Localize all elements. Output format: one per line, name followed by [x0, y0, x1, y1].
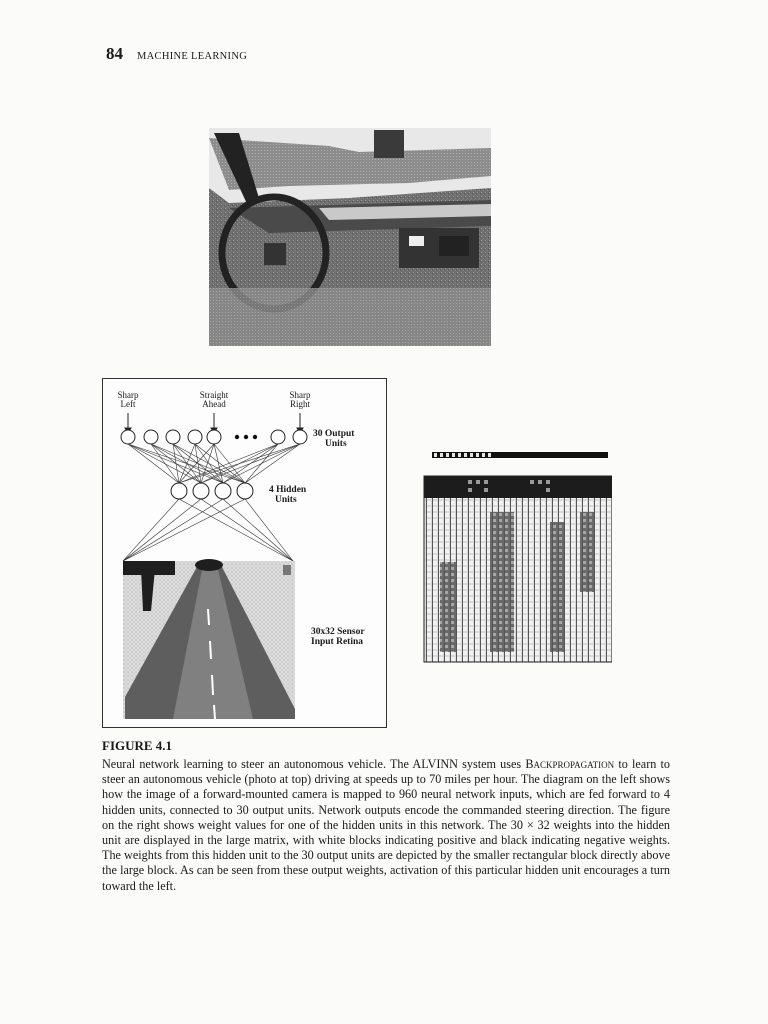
- page-number: 84: [106, 44, 123, 63]
- output-unit: [188, 430, 202, 444]
- hidden-unit: [237, 483, 253, 499]
- output-unit: [144, 430, 158, 444]
- running-head: MACHINE LEARNING: [137, 51, 248, 62]
- straight-ahead-label: Straight Ahead: [199, 390, 229, 409]
- algorithm-name: Backpropagation: [525, 757, 615, 771]
- figure-caption: [102, 738, 670, 894]
- hidden-unit: [215, 483, 231, 499]
- output-unit: [166, 430, 180, 444]
- output-units-label: 30 Output Units: [313, 429, 355, 449]
- network-diagram: [102, 378, 387, 728]
- input-retina: [123, 559, 295, 719]
- input-retina-label: 30x32 Sensor Input Retina: [311, 627, 365, 647]
- output-unit: [271, 430, 285, 444]
- sharp-right-label: Sharp Right: [289, 390, 311, 409]
- output-unit: [121, 430, 135, 444]
- sharp-left-label: Sharp Left: [117, 390, 139, 409]
- page-header: [106, 44, 247, 64]
- hidden-unit-weights: [420, 452, 612, 664]
- output-unit: [207, 430, 221, 444]
- hidden-unit: [171, 483, 187, 499]
- figure-label: FIGURE 4.1: [102, 738, 173, 753]
- hidden-unit: [193, 483, 209, 499]
- output-unit: [293, 430, 307, 444]
- hidden-units-label: 4 Hidden Units: [269, 485, 307, 505]
- input-weights-matrix: [424, 476, 612, 662]
- vehicle-photo: [209, 128, 491, 346]
- caption-text: Neural network learning to steer an autonomous vehicle. The ALVINN system uses Backpropagation to learn to steer an autonomous vehicle (photo at top) driving at speeds up to 70 miles per hour. The diagram on the left shows how the image of a forward-mounted camera is mapped to 960 neural network inputs, which are fed forward to 4 hidden units, connected to 30 output units. Network outputs encode the commanded steering direction. The figure on the right shows weight values for one of the hidden units in this network. The 30 × 32 weights into the hidden unit are displayed in the large matrix, with white blocks indicating positive and black indicating negative weights. The weights from this hidden unit to the 30 output units are depicted by the smaller rectangular block directly above the large block. As can be seen from these output weights, activation of this particular hidden unit encourages a turn toward the left.: [102, 757, 670, 893]
